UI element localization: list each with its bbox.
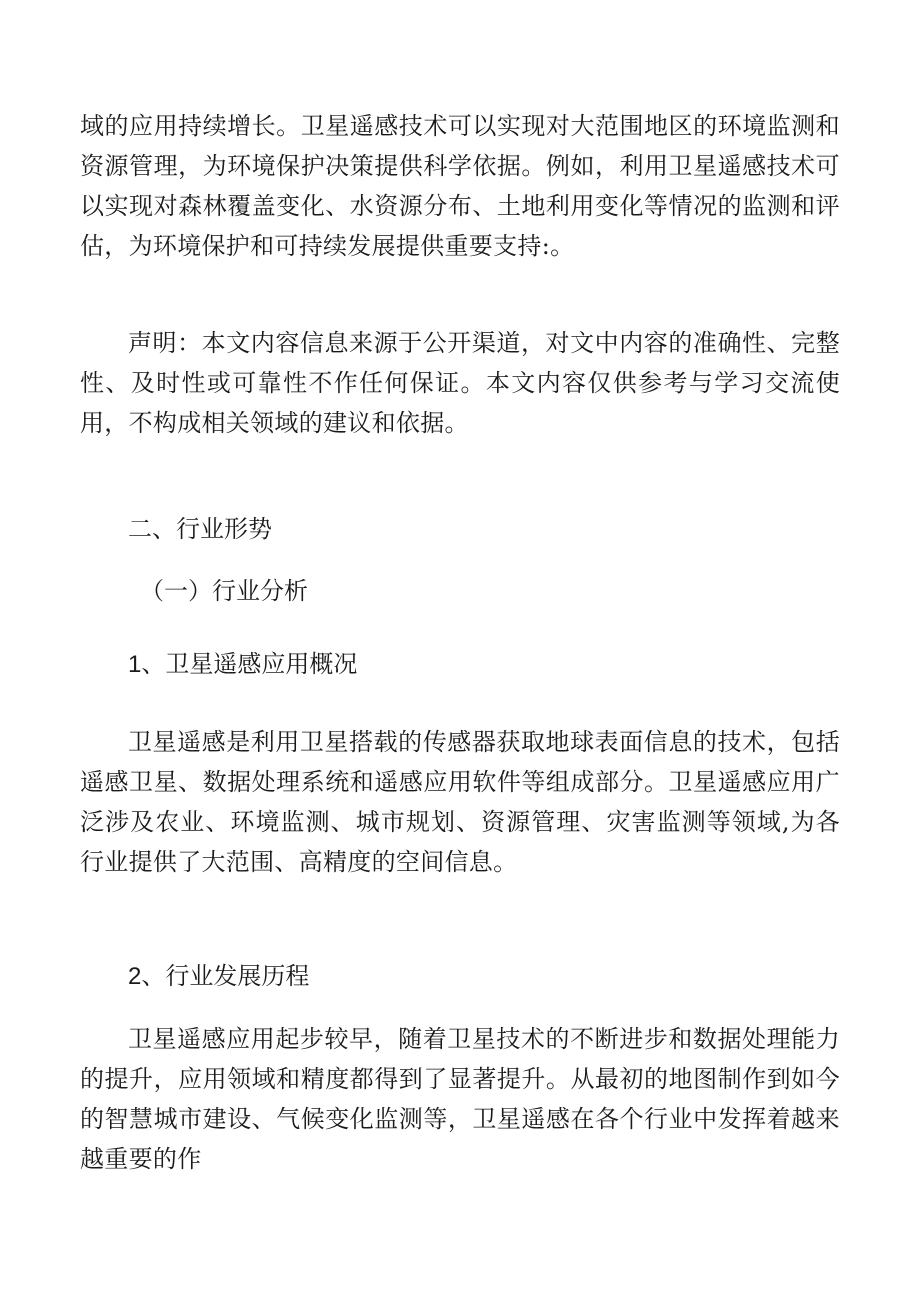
item-number: 1 xyxy=(128,651,142,678)
paragraph-remote-sensing-overview: 卫星遥感是利用卫星搭载的传感器获取地球表面信息的技术，包括遥感卫星、数据处理系统和遥感应用软件等组成部分。卫星遥感应用广泛涉及农业、环境监测、城市规划、资源管理、灾害监测等领域,为各行业提供了大范围、高精度的空间信息。 xyxy=(80,728,840,876)
section-heading-industry-situation: 二、行业形势 xyxy=(128,515,272,543)
subsection-heading-industry-analysis: （一）行业分析 xyxy=(140,577,308,605)
paragraph-disclaimer: 声明：本文内容信息来源于公开渠道，对文中内容的准确性、完整性、及时性或可靠性不作任何保证。本文内容仅供参考与学习交流使用，不构成相关领域的建议和依据。 xyxy=(80,329,840,437)
item-heading-text: 、卫星遥感应用概况 xyxy=(141,650,358,678)
item-heading-development-history xyxy=(128,956,309,997)
item-number: 2 xyxy=(128,963,142,990)
paragraph-development-history: 卫星遥感应用起步较早，随着卫星技术的不断进步和数据处理能力的提升，应用领域和精度都得到了显著提升。从最初的地图制作到如今的智慧城市建设、气候变化监测等，卫星遥感在各个行业中发挥着越来越重要的作 xyxy=(80,1025,840,1173)
item-heading-text: 、行业发展历程 xyxy=(141,962,310,990)
paragraph-environment-monitoring: 域的应用持续增长。卫星遥感技术可以实现对大范围地区的环境监测和资源管理，为环境保护决策提供科学依据。例如，利用卫星遥感技术可以实现对森林覆盖变化、水资源分布、土地利用变化等情况的监测和评估，为环境保护和可持续发展提供重要支持:。 xyxy=(80,112,840,260)
item-heading-application-overview xyxy=(128,644,357,685)
